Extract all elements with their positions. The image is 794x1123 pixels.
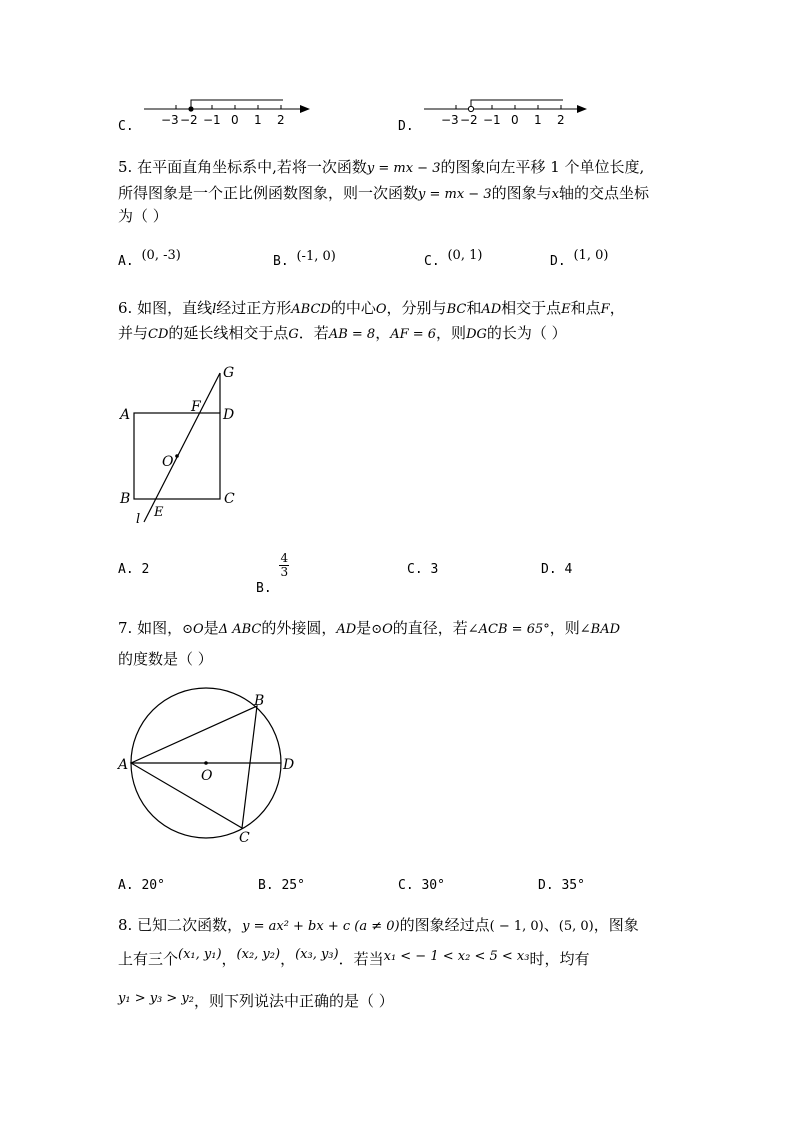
q8-point-2: (5, 0) [558, 919, 594, 934]
label-c: C [224, 491, 235, 507]
q4c-tick-neg1: −1 [203, 113, 221, 127]
q4c-tick-2: 2 [277, 113, 285, 127]
q5-line-2 [118, 182, 649, 203]
q7-circle-o: ⊙O [182, 622, 204, 637]
q5-text: 所得图象是一个正比例函数图象，则一次函数 [118, 184, 419, 202]
q4c-tick-neg3: −3 [161, 113, 179, 127]
q6-number: 6. [118, 299, 133, 317]
label-b: B [254, 693, 265, 709]
q7-text: 是 [203, 619, 219, 637]
q6-line-1 [118, 297, 625, 318]
q8-point-1: ( − 1, 0) [489, 919, 544, 934]
fraction-numerator: 4 [280, 551, 289, 565]
q4c-tick-1: 1 [254, 113, 262, 127]
q5-function: y = mx − 3 [418, 187, 492, 202]
q6-var-cd: CD [148, 327, 169, 342]
q8-text: 上有三个 [118, 950, 179, 968]
q6-var-abcd: ABCD [291, 302, 331, 317]
q6-text: ，则 [436, 324, 467, 342]
q8-text: 时，均有 [529, 950, 590, 968]
q5-option-a-value: (0, -3) [141, 248, 181, 263]
q5-x-var: x [551, 187, 559, 202]
q5-text: 在平面直角坐标系中,若将一次函数 [137, 158, 367, 176]
q8-line-3 [118, 990, 394, 1011]
label-a: A [120, 407, 131, 423]
q5-line-1 [118, 156, 644, 177]
q8-y-ordering: y₁ > y₃ > y₂ [118, 991, 194, 1006]
q5-option-d-value: (1, 0) [573, 248, 609, 263]
q8-text: ，则下列说法中正确的是（ ） [193, 992, 394, 1010]
q6-text: 并与 [118, 324, 149, 342]
q7-option-c: C. 30° [398, 878, 445, 893]
q5-option-b-value: (-1, 0) [296, 249, 336, 264]
q6-text: 的延长线相交于点 [168, 324, 289, 342]
q6-text: ， [375, 324, 391, 342]
label-l: l [136, 512, 141, 527]
q8-point-x2y2: (x₂, y₂) [236, 947, 281, 962]
q6-var-bc: BC [446, 302, 467, 317]
q8-point-x3y3: (x₃, y₃) [295, 947, 339, 962]
q6-option-b-label: B. [256, 581, 272, 596]
q6-var-g: G [288, 327, 299, 342]
q6-option-a: A. 2 [118, 562, 150, 577]
label-b: B [120, 491, 131, 507]
q5-text: 轴的交点坐标 [558, 184, 649, 202]
q6-eq-af: AF = 6 [390, 327, 437, 342]
q6-option-b-fraction [279, 552, 289, 579]
q6-var-dg: DG [466, 327, 487, 342]
q5-number: 5. [118, 158, 133, 176]
q4d-tick-2: 2 [557, 113, 565, 127]
q8-text: 、 [543, 916, 559, 934]
q8-text: ，图象 [593, 916, 639, 934]
label-a: A [118, 757, 129, 773]
line-l [144, 373, 220, 522]
q5-option-c [424, 248, 483, 269]
q6-option-b [256, 551, 289, 596]
q7-option-b: B. 25° [258, 878, 305, 893]
q4-option-d-label: D. [398, 119, 414, 134]
q6-var-e: E [561, 302, 571, 317]
q6-text: 的中心 [330, 299, 376, 317]
q6-text: 的长为（ ） [486, 324, 567, 342]
q7-circle-o: ⊙O [371, 622, 393, 637]
center-o-dot [204, 761, 208, 765]
q7-line-2: 的度数是（ ） [118, 650, 213, 668]
label-f: F [191, 399, 201, 415]
q6-text: 相交于点 [501, 299, 562, 317]
q8-point-x1y1: (x₁, y₁) [178, 947, 222, 962]
label-d: D [223, 407, 235, 423]
q6-var-f: F [600, 302, 610, 317]
q6-square-figure [110, 360, 250, 530]
q7-var-ad: AD [336, 622, 357, 637]
q7-text: 是 [356, 619, 372, 637]
q4d-tick-neg3: −3 [441, 113, 459, 127]
q6-var-l: l [212, 302, 217, 317]
q6-text: 经过正方形 [216, 299, 292, 317]
q4d-tick-1: 1 [534, 113, 542, 127]
q6-text: ， [609, 299, 625, 317]
q4-option-c-label: C. [118, 119, 134, 134]
q7-circle-figure [112, 680, 302, 850]
q4d-tick-neg1: −1 [483, 113, 501, 127]
q6-option-d: D. 4 [541, 562, 573, 577]
q8-text: 已知二次函数， [137, 916, 243, 934]
q6-var-o: O [375, 302, 387, 317]
q7-angle-acb: ∠ACB = 65° [467, 622, 550, 637]
fraction-denominator: 3 [280, 565, 289, 579]
q5-option-b [273, 249, 336, 269]
q8-line-1 [118, 914, 639, 935]
q8-text: ．若当 [338, 950, 384, 968]
label-c: C [239, 830, 250, 846]
label-g: G [223, 365, 235, 381]
q6-text: ，分别与 [386, 299, 447, 317]
q8-text: ， [221, 950, 237, 968]
q5-option-b-label: B. [273, 254, 289, 269]
q7-angle-bad: ∠BAD [579, 622, 621, 637]
q7-line-1 [118, 617, 620, 638]
q5-option-a-label: A. [118, 254, 134, 269]
q6-text: ．若 [298, 324, 329, 342]
q8-text: ， [280, 950, 296, 968]
center-o-dot [175, 454, 179, 458]
q6-text: 如图，直线 [137, 299, 213, 317]
q8-function: y = ax² + bx + c (a ≠ 0) [242, 919, 400, 934]
q7-option-d: D. 35° [538, 878, 585, 893]
q6-var-ad: AD [481, 302, 502, 317]
q4d-tick-0: 0 [511, 113, 519, 127]
q6-text: 和 [466, 299, 482, 317]
q5-function: y = mx − 3 [366, 161, 441, 176]
label-o: O [162, 454, 174, 470]
q6-option-c: C. 3 [407, 562, 439, 577]
q7-text: 的直径，若 [392, 619, 468, 637]
q7-triangle: Δ ABC [218, 622, 262, 637]
q5-line-3: 为（ ） [118, 207, 168, 225]
q7-number: 7. [118, 619, 133, 637]
q7-option-a: A. 20° [118, 878, 165, 893]
q7-text: 的外接圆， [261, 619, 337, 637]
q8-inequality: x₁ < − 1 < x₂ < 5 < x₃ [383, 949, 530, 964]
q7-text: 如图， [137, 619, 183, 637]
q8-number: 8. [118, 916, 133, 934]
q4c-tick-0: 0 [231, 113, 239, 127]
q8-line-2 [118, 948, 589, 969]
q8-text: 的图象经过点 [399, 916, 490, 934]
label-d: D [283, 757, 295, 773]
q5-option-a [118, 248, 181, 269]
triangle-abc [131, 706, 257, 828]
q5-text: 的图象向左平移 1 个单位长度, [440, 158, 645, 176]
q6-line-2 [118, 322, 567, 343]
q5-option-c-value: (0, 1) [447, 248, 483, 263]
q5-option-c-label: C. [424, 254, 440, 269]
label-e: E [154, 505, 164, 520]
q5-text: 的图象与 [491, 184, 552, 202]
q5-option-d-label: D. [550, 254, 566, 269]
q6-eq-ab: AB = 8 [328, 327, 376, 342]
q7-text: ，则 [549, 619, 580, 637]
q6-text: 和点 [570, 299, 601, 317]
q5-option-d [550, 248, 609, 269]
q4d-tick-neg2: −2 [460, 113, 478, 127]
q4c-tick-neg2: −2 [180, 113, 198, 127]
label-o: O [201, 768, 213, 784]
